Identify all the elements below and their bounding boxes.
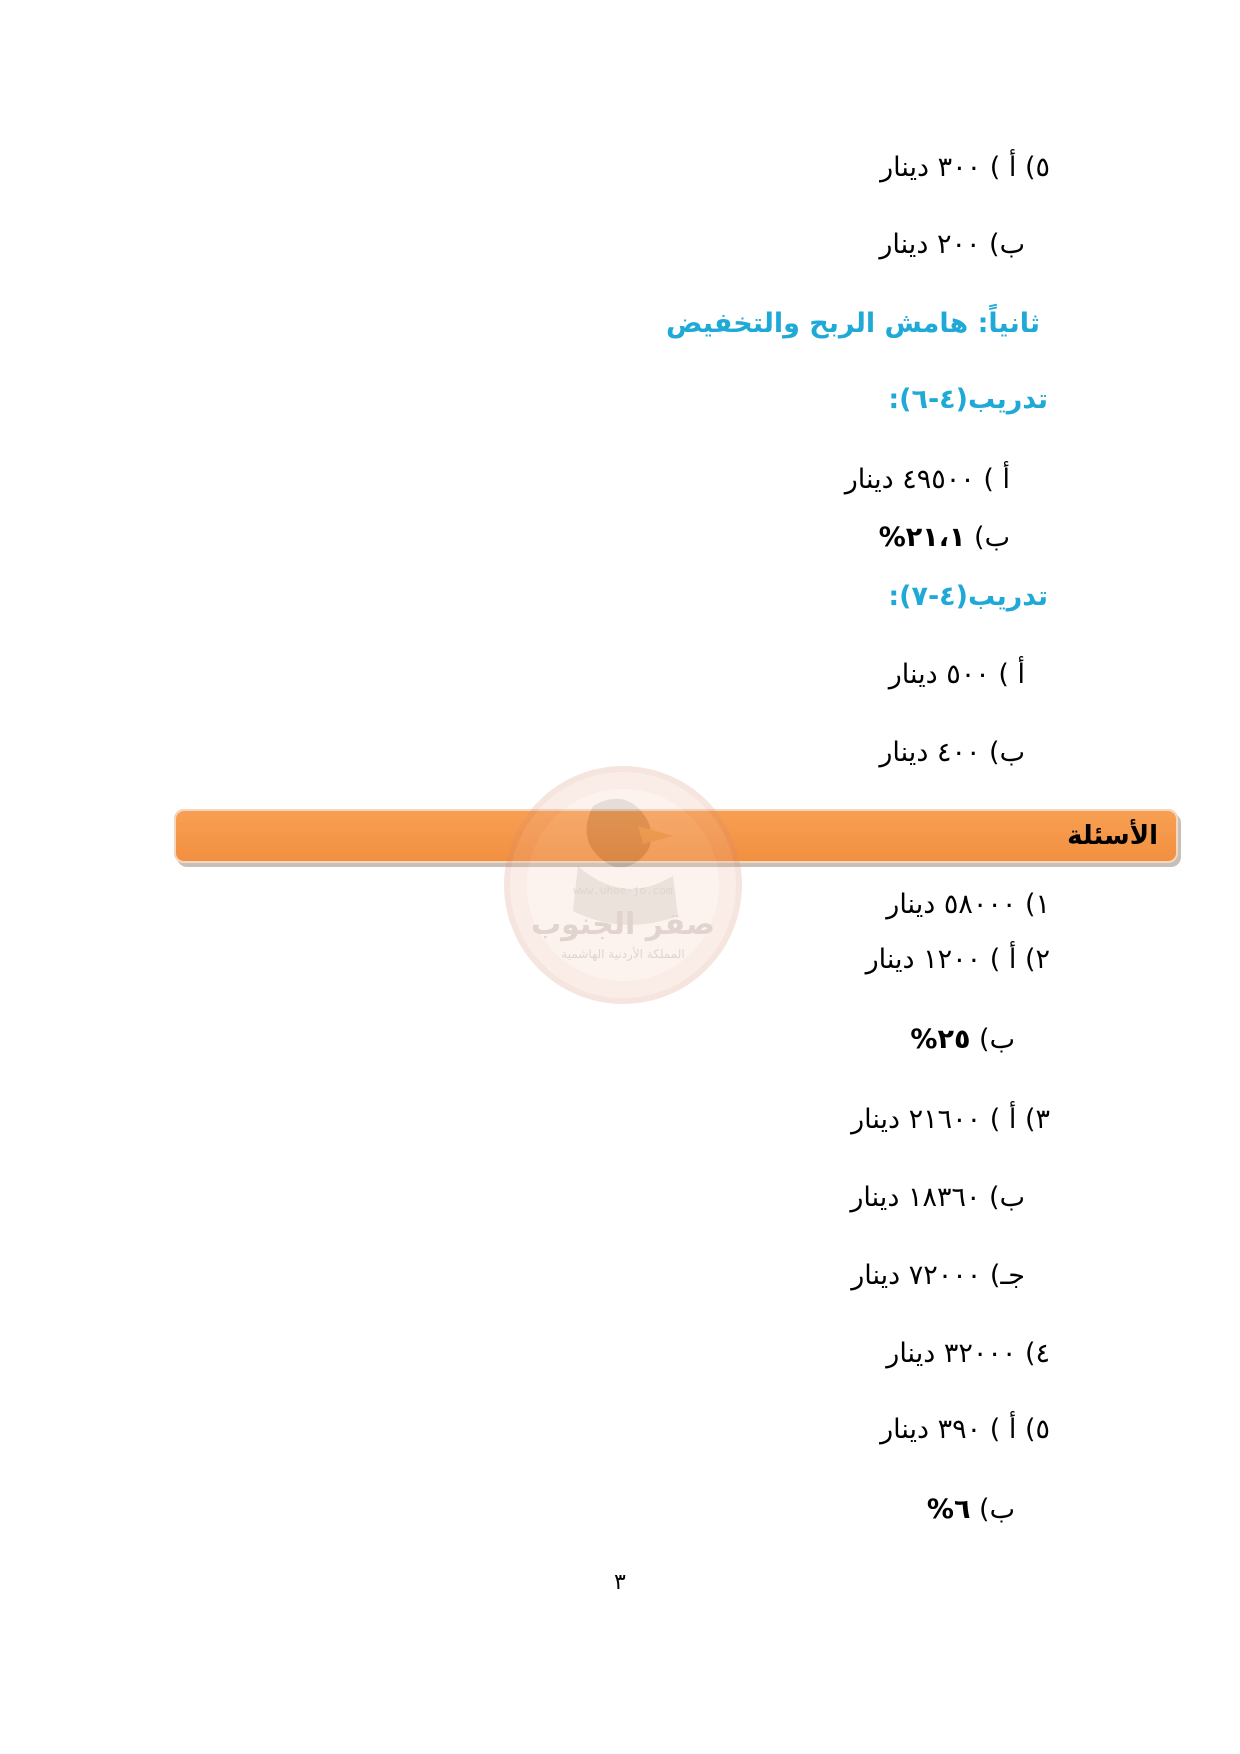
percent-value: ٢١،١% <box>878 522 966 553</box>
answer-line: ٤) ٣٢٠٠٠ دينار <box>886 1338 1050 1369</box>
percent-sign: % <box>878 522 906 553</box>
svg-text:المملكة الأردنية الهاشمية: المملكة الأردنية الهاشمية <box>561 947 685 961</box>
answer-line: ٥) أ ) ٣٠٠ دينار <box>880 152 1050 183</box>
section-heading: ثانياً: هامش الربح والتخفيض <box>665 308 1040 339</box>
item-label: ب) <box>974 522 1010 553</box>
answer-line <box>910 1020 1015 1060</box>
questions-header-band <box>174 809 1178 863</box>
drill-heading: تدريب(٤-٦): <box>888 384 1048 415</box>
page-number: ٣ <box>614 1570 626 1595</box>
answer-line: أ ) ٥٠٠ دينار <box>888 659 1025 690</box>
percent-value: ٢٥% <box>910 1024 971 1055</box>
percent-value: ٦% <box>926 1494 971 1525</box>
answer-line <box>879 518 1010 558</box>
answer-line: جـ) ٧٢٠٠٠ دينار <box>851 1260 1025 1291</box>
answer-line: ب) ٤٠٠ دينار <box>879 737 1025 768</box>
percent-sign: % <box>926 1494 954 1525</box>
answer-line: ب) ١٨٣٦٠ دينار <box>850 1182 1025 1213</box>
drill-heading: تدريب(٤-٧): <box>888 581 1048 612</box>
answer-line <box>927 1490 1015 1530</box>
percent-sign: % <box>910 1024 938 1055</box>
svg-text:www.uhoe-jo.com: www.uhoe-jo.com <box>573 884 673 897</box>
watermark-logo-icon <box>498 766 748 1004</box>
item-label: ب) <box>979 1024 1015 1055</box>
answer-line: ٥) أ ) ٣٩٠ دينار <box>880 1414 1050 1445</box>
item-label: ب) <box>979 1494 1015 1525</box>
answer-line: ٢) أ ) ١٢٠٠ دينار <box>865 944 1050 975</box>
svg-text:صقر الجنوب: صقر الجنوب <box>530 907 716 942</box>
answer-line: ب) ٢٠٠ دينار <box>879 229 1025 260</box>
answer-line: ٣) أ ) ٢١٦٠٠ دينار <box>851 1104 1050 1135</box>
answer-line: ١) ٥٨٠٠٠ دينار <box>886 889 1050 920</box>
questions-title: الأسئلة <box>1067 821 1158 851</box>
answer-line: أ ) ٤٩٥٠٠ دينار <box>844 464 1010 495</box>
